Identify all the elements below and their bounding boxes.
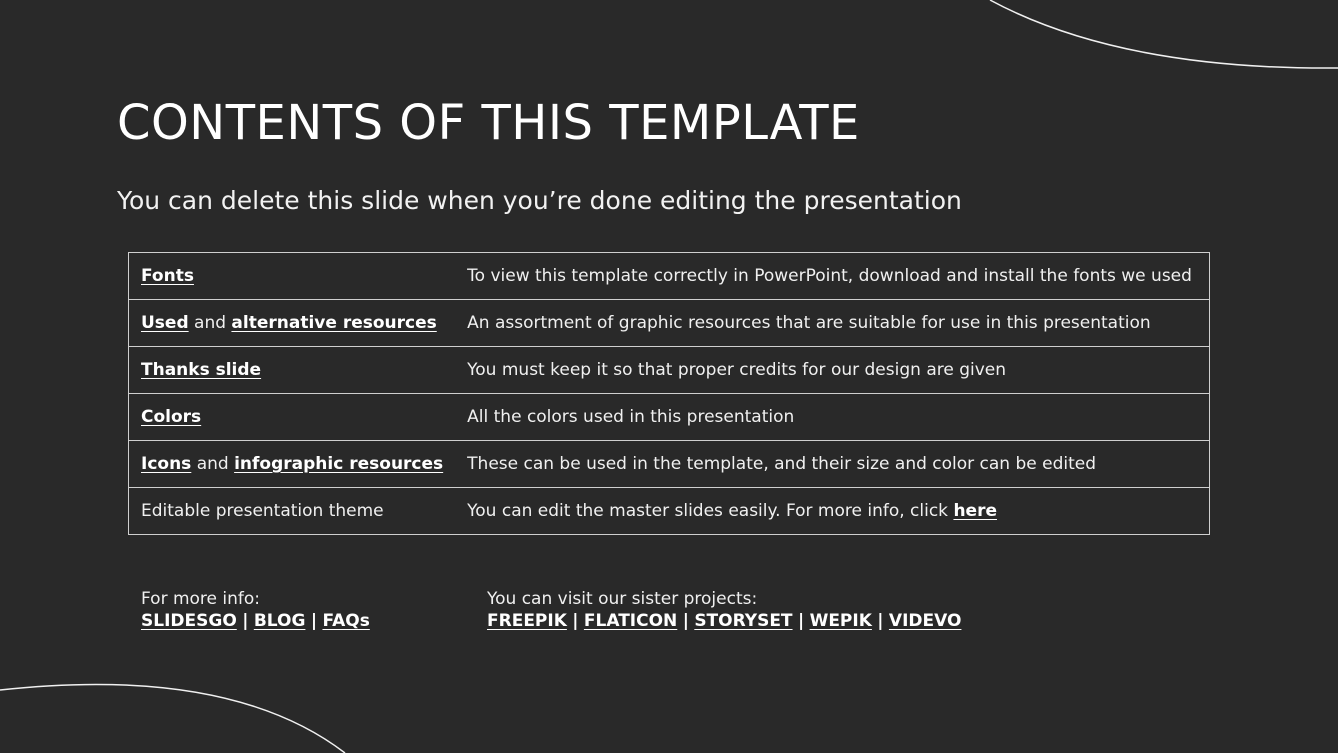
- row-name-cell: [129, 300, 456, 347]
- icons-link[interactable]: Icons: [141, 454, 192, 474]
- slidesgo-link[interactable]: SLIDESGO: [141, 611, 237, 631]
- used-link[interactable]: Used: [141, 313, 189, 333]
- bottom-left-arc: [0, 684, 345, 753]
- infographic-resources-link[interactable]: infographic resources: [234, 454, 444, 474]
- row-desc-cell: To view this template correctly in PowerPoint, download and install the fonts we used: [455, 253, 1209, 300]
- more-info-label: For more info:: [141, 589, 261, 609]
- table-row: [129, 253, 1210, 300]
- table-row: [129, 347, 1210, 394]
- here-link[interactable]: here: [953, 501, 997, 521]
- more-info-links: [141, 610, 370, 632]
- table-row: [129, 300, 1210, 347]
- more-info-block: [141, 588, 370, 632]
- row-connector-text: and: [188, 313, 232, 333]
- row-desc-cell: These can be used in the template, and their size and color can be edited: [455, 441, 1209, 488]
- videvo-link[interactable]: VIDEVO: [888, 611, 962, 631]
- link-separator: |: [797, 611, 805, 631]
- blog-link[interactable]: BLOG: [253, 611, 306, 631]
- flaticon-link[interactable]: FLATICON: [583, 611, 678, 631]
- sister-projects-label: You can visit our sister projects:: [487, 589, 758, 609]
- link-separator: |: [242, 611, 249, 631]
- colors-link[interactable]: Colors: [141, 407, 202, 427]
- row-desc-cell: You must keep it so that proper credits for our design are given: [455, 347, 1209, 394]
- alternative-resources-link[interactable]: alternative resources: [231, 313, 437, 333]
- link-separator: |: [877, 611, 884, 631]
- table-row: [129, 488, 1210, 535]
- slide-subtitle: You can delete this slide when you’re done editing the presentation: [117, 186, 962, 215]
- slide-title: CONTENTS OF THIS TEMPLATE: [117, 95, 860, 151]
- link-separator: |: [310, 611, 318, 631]
- table-row: [129, 441, 1210, 488]
- faqs-link[interactable]: FAQs: [322, 611, 370, 631]
- sister-projects-block: [487, 588, 961, 632]
- row-desc-cell: An assortment of graphic resources that are suitable for use in this presentation: [455, 300, 1209, 347]
- link-separator: |: [682, 611, 689, 631]
- freepik-link[interactable]: FREEPIK: [487, 611, 567, 631]
- row-name-cell: [129, 394, 456, 441]
- fonts-link[interactable]: Fonts: [141, 266, 194, 286]
- storyset-link[interactable]: STORYSET: [694, 611, 793, 631]
- thanks-slide-link[interactable]: Thanks slide: [141, 360, 262, 380]
- top-right-arc: [990, 0, 1338, 68]
- row-connector-text: and: [191, 454, 235, 474]
- row-name-cell: Editable presentation theme: [129, 488, 456, 535]
- row-desc-cell: All the colors used in this presentation: [455, 394, 1209, 441]
- row-name-cell: [129, 253, 456, 300]
- row-name-cell: [129, 441, 456, 488]
- sister-projects-links: [487, 610, 961, 632]
- link-separator: |: [572, 611, 579, 631]
- row-name-cell: [129, 347, 456, 394]
- wepik-link[interactable]: WEPIK: [809, 611, 872, 631]
- row-desc-text: You can edit the master slides easily. For more info, click: [467, 501, 954, 521]
- table-row: [129, 394, 1210, 441]
- row-desc-cell: [455, 488, 1209, 535]
- contents-table: [128, 252, 1210, 535]
